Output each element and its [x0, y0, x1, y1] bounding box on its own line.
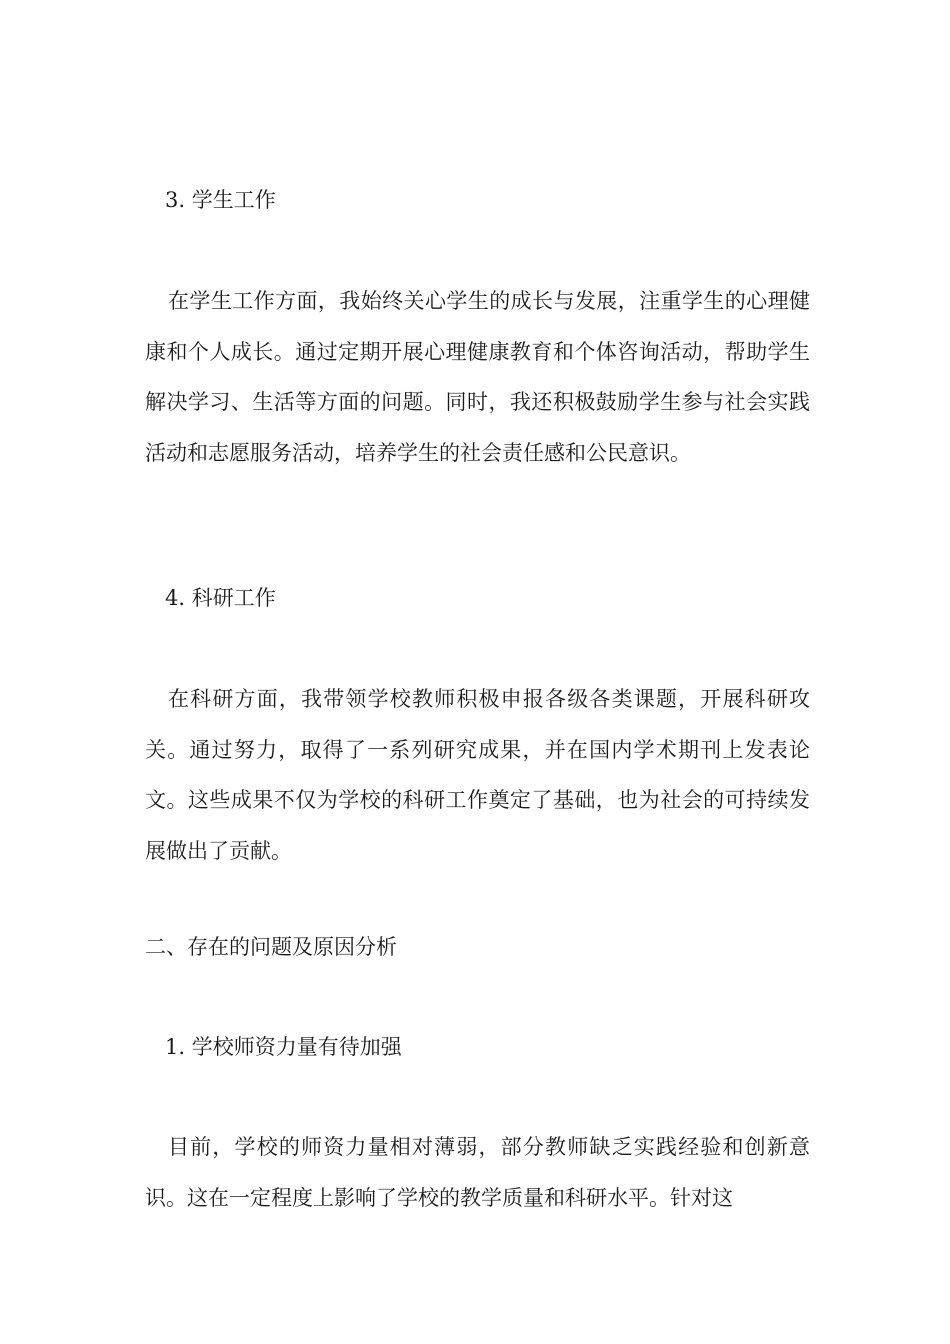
paragraph-student-work: 在学生工作方面，我始终关心学生的成长与发展，注重学生的心理健康和个人成长。通过定期开展心理健康教育和个体咨询活动，帮助学生解决学习、生活等方面的问题。同时，我还积极鼓励学生参与社会实践活动和志愿服务活动，培养学生的社会责任感和公民意识。 [145, 289, 810, 465]
paragraph-research-work: 在科研方面，我带领学校教师积极申报各级各类课题，开展科研攻关。通过努力，取得了一系列研究成果，并在国内学术期刊上发表论文。这些成果不仅为学校的科研工作奠定了基础，也为社会的可持续发展做出了贡献。 [145, 687, 810, 863]
section-heading-teaching-staff: 1. 学校师资力量有待加强 [165, 1035, 402, 1059]
section-heading-student-work: 3. 学生工作 [165, 188, 276, 212]
paragraph-teaching-staff: 目前，学校的师资力量相对薄弱，部分教师缺乏实践经验和创新意识。这在一定程度上影响了学校的教学质量和科研水平。针对这 [145, 1135, 810, 1210]
section-heading-research-work: 4. 科研工作 [165, 586, 276, 610]
section-heading-problems-analysis: 二、存在的问题及原因分析 [145, 935, 397, 959]
